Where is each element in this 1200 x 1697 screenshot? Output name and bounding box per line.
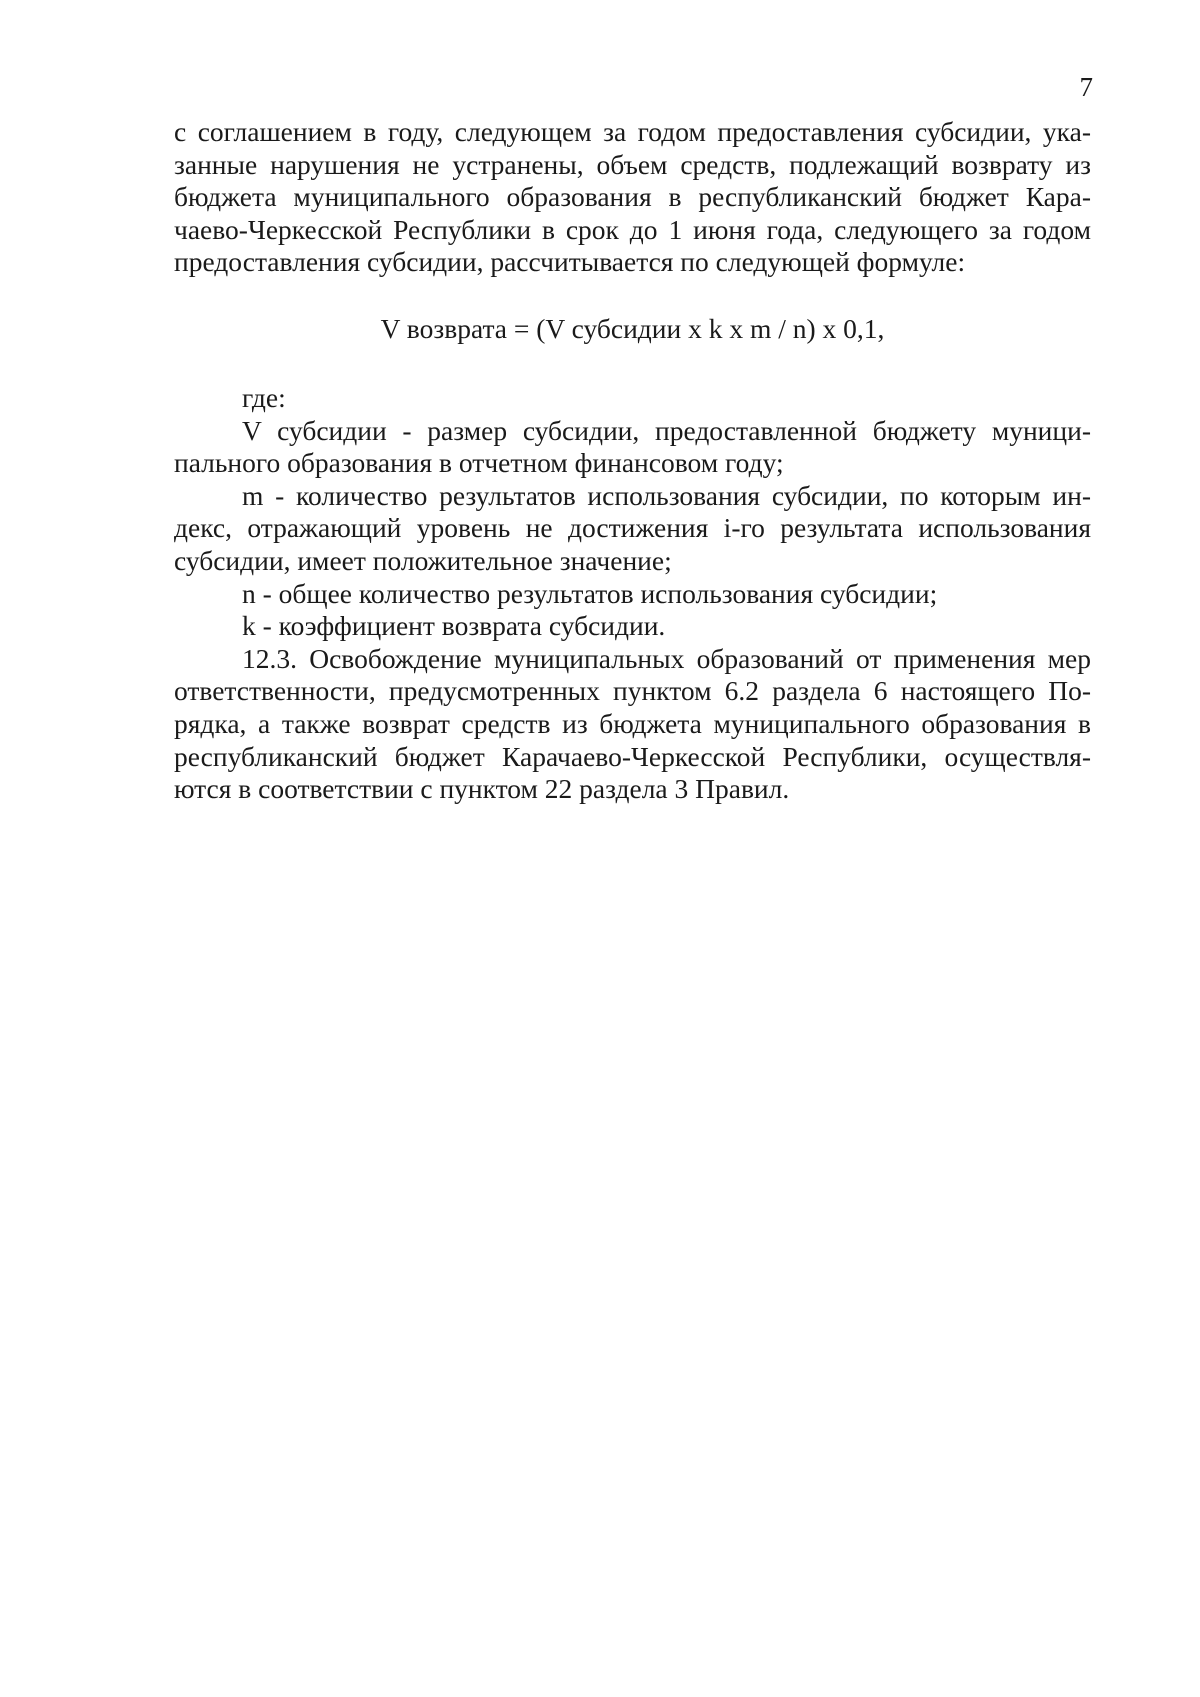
where-label: где:	[242, 382, 286, 413]
definition-v-subsidy-continued	[174, 447, 1091, 480]
text-line: 12.3. Освобождение муниципальных образований от применения мер	[242, 642, 1091, 674]
definition-v-subsidy	[174, 415, 1091, 448]
text-line: ответственности, предусмотренных пунктом 6.2 раздела 6 настоящего По-	[174, 675, 1091, 707]
text-line: V субсидии - размер субсидии, предоставленной бюджету муници-	[242, 414, 1091, 446]
definition-k: k - коэффициент возврата субсидии.	[242, 610, 666, 642]
page-number: 7	[1079, 72, 1093, 102]
definitions-section	[174, 382, 1091, 806]
definition-m-continued	[174, 512, 1091, 577]
return-formula: V возврата = (V субсидии x k x m / n) x 0,1,	[380, 313, 885, 344]
text-line: декс, отражающий уровень не достижения i-го результата использования	[174, 512, 1091, 544]
text-line: чаево-Черкесской Республики в срок до 1 июня года, следующего за годом	[174, 213, 1091, 245]
clause-12-3	[174, 643, 1091, 676]
text-line: предоставления субсидии, рассчитывается по следующей формуле:	[174, 246, 966, 278]
text-line: m - количество результатов использования субсидии, по которым ин-	[242, 479, 1091, 511]
text-line: рядка, а также возврат средств из бюджета муниципального образования в	[174, 707, 1091, 739]
text-line: республиканский бюджет Карачаево-Черкесской Республики, осуществля-	[174, 740, 1091, 772]
intro-paragraph	[174, 116, 1091, 279]
text-line: пального образования в отчетном финансовом году;	[174, 447, 784, 479]
text-line: бюджета муниципального образования в республиканский бюджет Кара-	[174, 181, 1091, 213]
text-line: субсидии, имеет положительное значение;	[174, 544, 672, 576]
text-line: ются в соответствии с пунктом 22 раздела 3 Правил.	[174, 773, 790, 805]
text-line: занные нарушения не устранены, объем средств, подлежащий возврату из	[174, 148, 1091, 180]
text-line: с соглашением в году, следующем за годом предоставления субсидии, ука-	[174, 116, 1091, 147]
clause-12-3-continued	[174, 675, 1091, 805]
definition-n: n - общее количество результатов использования субсидии;	[242, 577, 938, 609]
definition-m	[174, 480, 1091, 513]
